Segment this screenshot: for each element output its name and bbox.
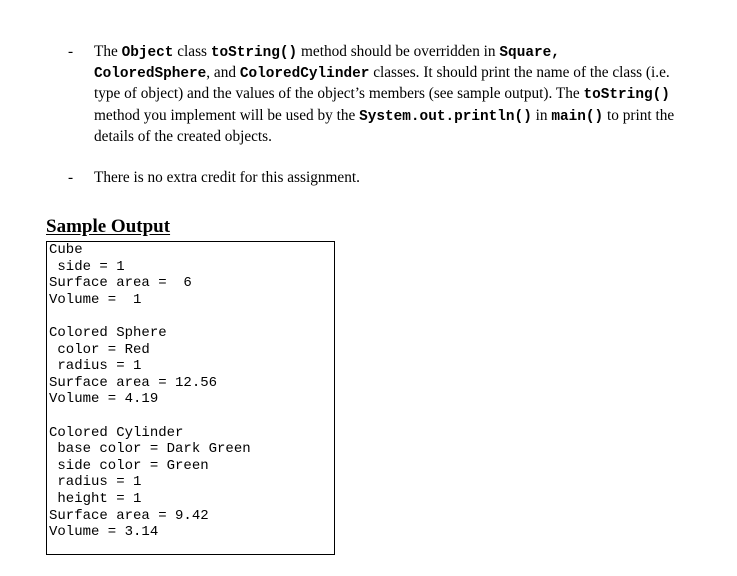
output-line: side color = Green [49, 457, 209, 474]
bullet-text [94, 42, 676, 146]
output-line: Surface area = 6 [49, 275, 192, 292]
output-line: color = Red [49, 341, 150, 358]
output-line: radius = 1 [49, 474, 142, 491]
text-segment: class [173, 43, 211, 60]
text-segment: The [94, 43, 122, 60]
bullet-tostring [62, 42, 682, 146]
text-segment: method should be overridden in [297, 43, 500, 60]
output-line: Colored Sphere [49, 324, 167, 341]
code-system-out-println: System.out.println() [359, 108, 532, 125]
code-coloredcylinder: ColoredCylinder [239, 66, 370, 83]
output-line: Volume = 4.19 [49, 391, 159, 408]
output-line: Surface area = 9.42 [49, 507, 209, 524]
output-line: base color = Dark Green [49, 441, 251, 458]
output-line: Volume = 3.14 [49, 524, 159, 541]
output-line: side = 1 [49, 258, 125, 275]
text-segment: to print the details of the created objects. [94, 106, 675, 145]
output-line: Surface area = 12.56 [49, 374, 218, 391]
output-line: Volume = 1 [49, 291, 142, 308]
code-square: Square, [499, 45, 560, 61]
code-object: Object [121, 45, 174, 61]
bullet-extra-credit [62, 168, 682, 187]
text-segment: classes. It should print the name of the class (i.e. type of object) and the values of the object’s members (see sample output). The [94, 64, 670, 103]
code-tostring: toString() [210, 45, 298, 61]
code-coloredsphere: ColoredSphere [94, 66, 207, 83]
output-line: Cube [49, 242, 83, 258]
bullet-dash: - [68, 169, 74, 187]
bullet-dash: - [68, 43, 74, 60]
sample-output-heading: Sample Output [46, 216, 171, 237]
output-line: radius = 1 [49, 358, 142, 375]
text-segment: method you implement will be used by the [94, 106, 360, 124]
output-line: height = 1 [49, 490, 142, 507]
instruction-bullets [62, 42, 682, 187]
sample-output-box [46, 241, 335, 555]
code-tostring: toString() [583, 87, 670, 104]
text-segment: in [531, 106, 552, 124]
sample-output-text [49, 242, 334, 541]
bullet-text: There is no extra credit for this assignment. [94, 169, 360, 187]
output-line: Colored Cylinder [49, 424, 184, 441]
code-main: main() [551, 108, 604, 125]
text-segment: , and [206, 64, 240, 82]
